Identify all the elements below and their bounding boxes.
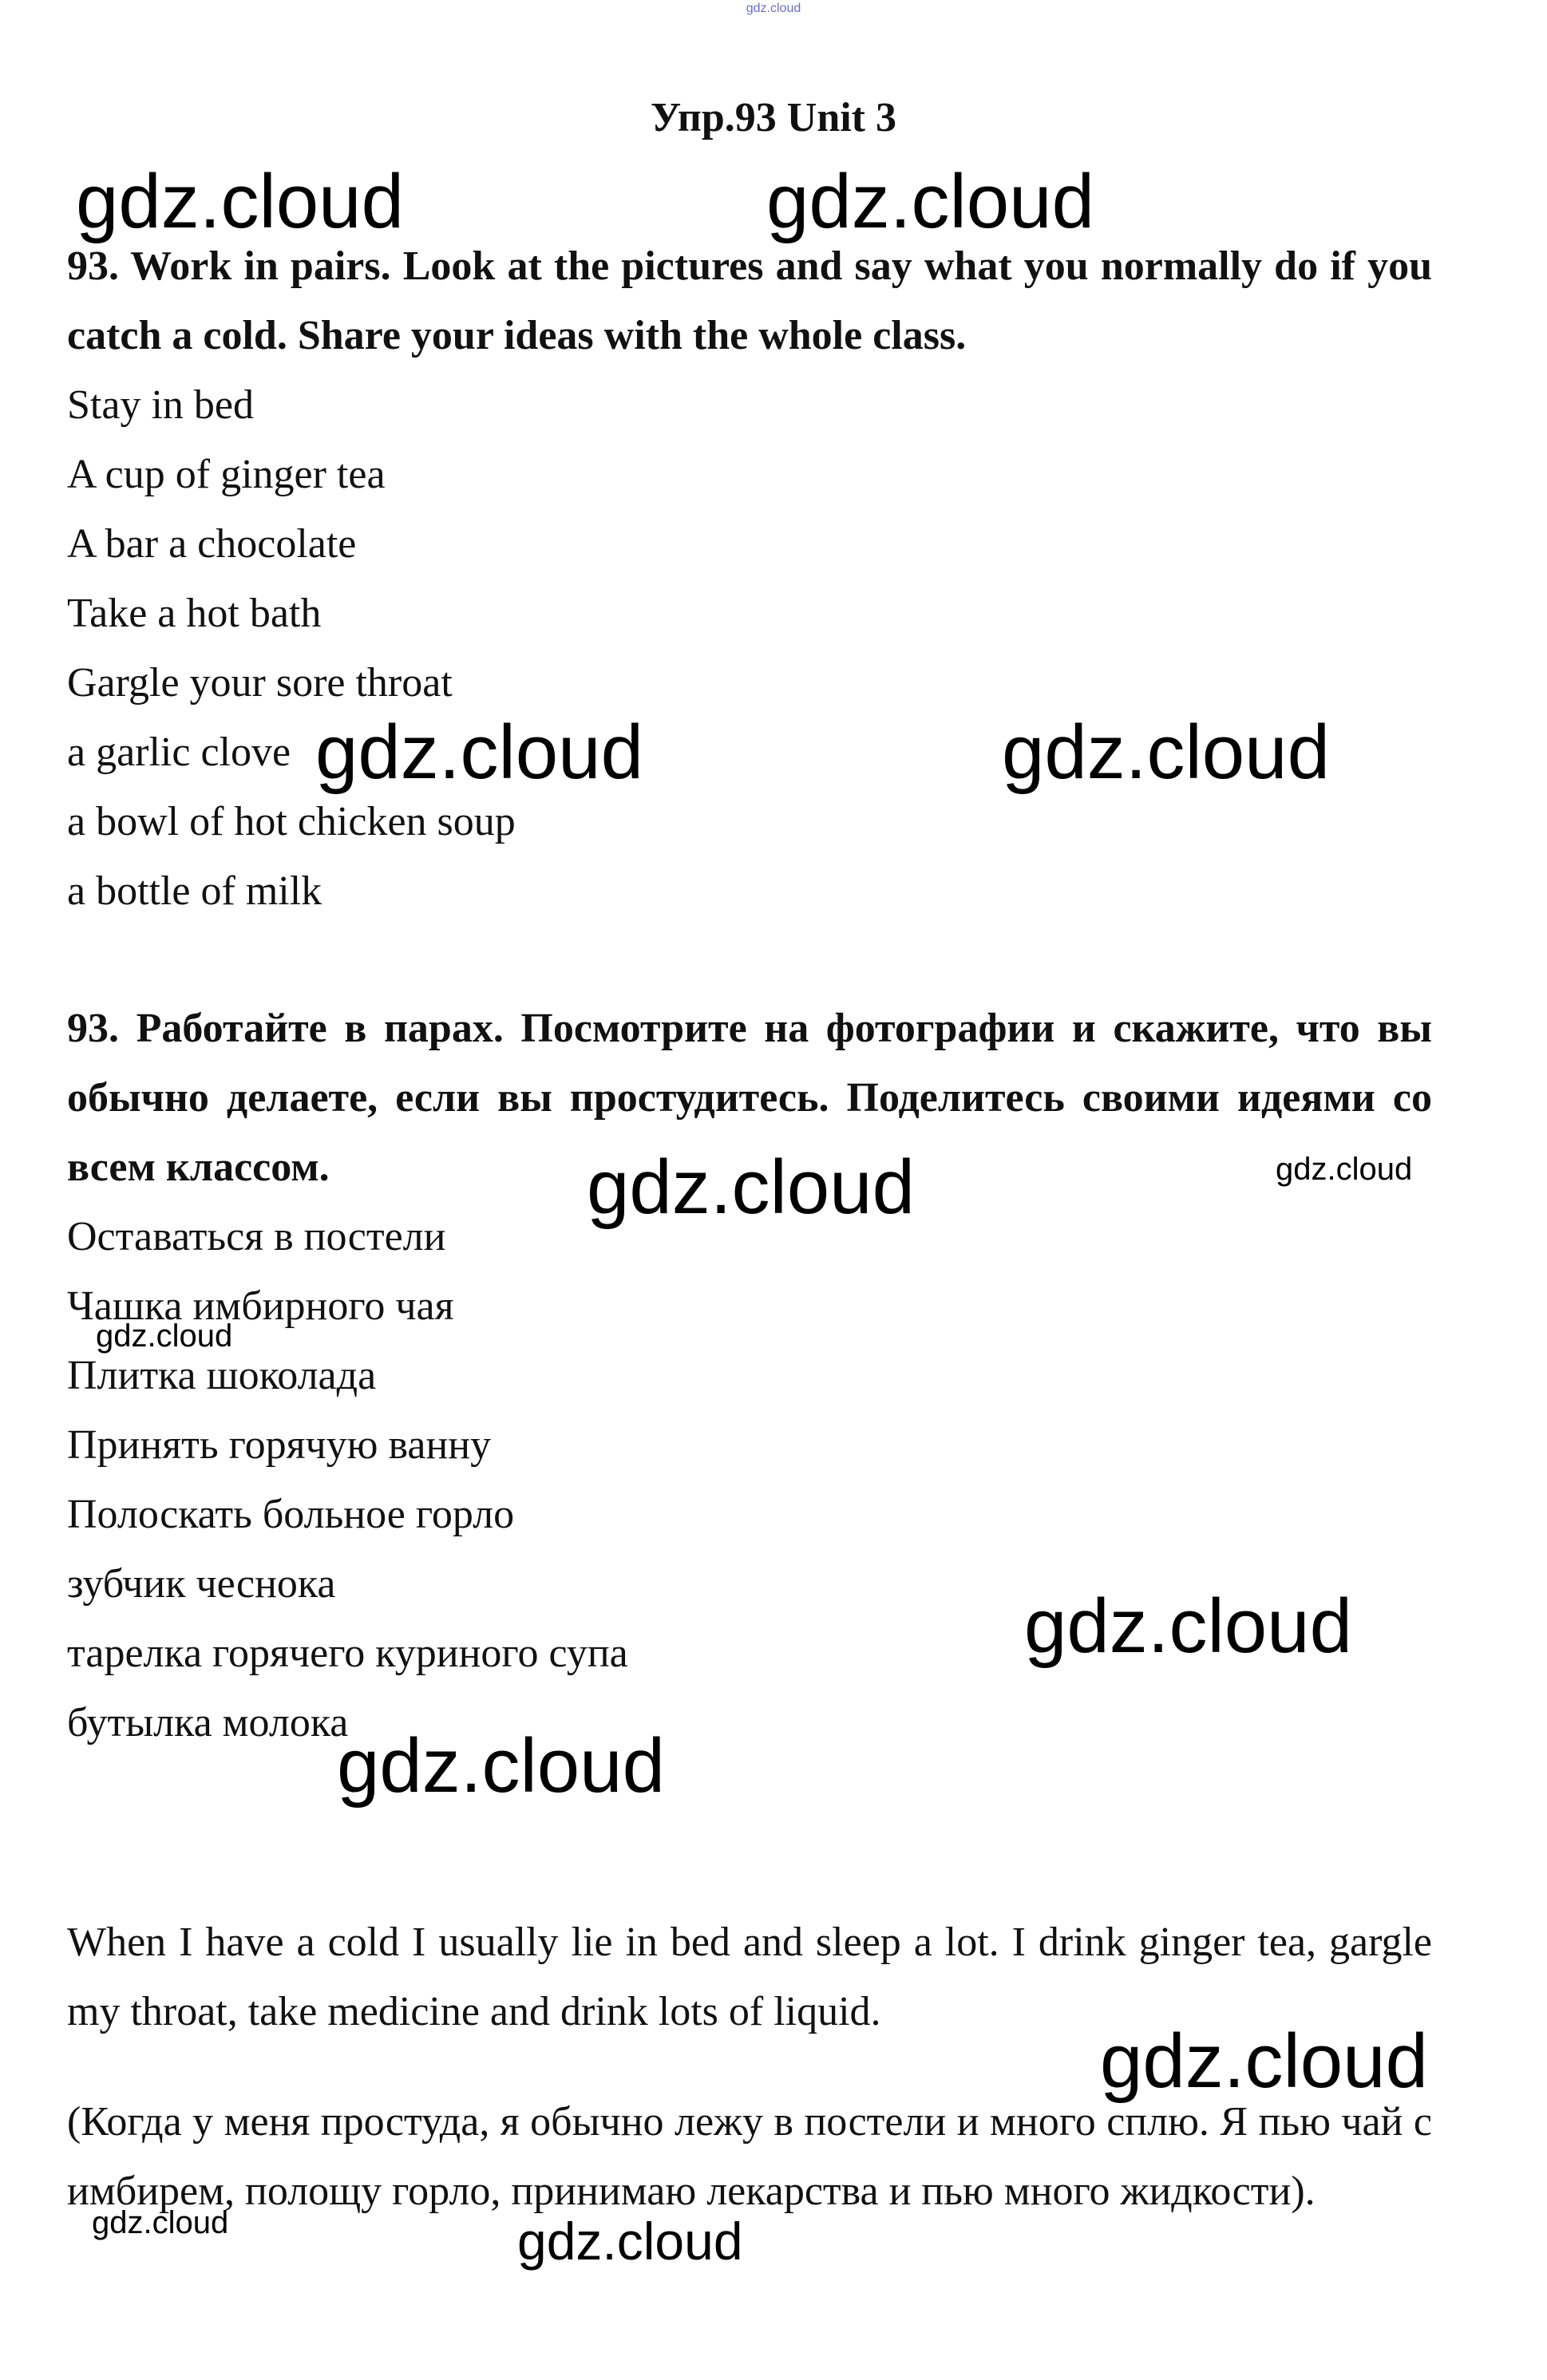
task-ru-item: Принять горячую ванну: [67, 1422, 492, 1468]
watermark: gdz.cloud: [96, 1318, 233, 1354]
task-ru-item: Чашка имбирного чая: [67, 1283, 454, 1329]
watermark: gdz.cloud: [517, 2212, 743, 2271]
answer-en-text: When I have a cold I usually lie in bed and sleep a lot. I drink ginger tea, gargle my throat, take medicine and drink lots of liquid.: [67, 1919, 1432, 2034]
task-en-item: a garlic clove: [67, 729, 291, 775]
page-title: Упр.93 Unit 3: [650, 95, 896, 140]
answer-ru: [67, 2087, 1432, 2226]
watermark: gdz.cloud: [1002, 710, 1330, 795]
task-en-item: Stay in bed: [67, 382, 254, 428]
task-en: [67, 231, 1432, 926]
task-en-item: Gargle your sore throat: [67, 660, 453, 706]
answer-ru-text: (Когда у меня простуда, я обычно лежу в постели и много сплю. Я пью чай с имбирем, полощу горло, принимаю лекарства и пью много жидкости).: [67, 2099, 1432, 2214]
watermark: gdz.cloud: [1276, 1152, 1413, 1187]
watermark: gdz.cloud: [587, 1145, 915, 1230]
task-en-item: A bar a chocolate: [67, 521, 357, 567]
watermark: gdz.cloud: [92, 2205, 229, 2240]
task-ru-item: Плитка шоколада: [67, 1353, 377, 1398]
watermark: gdz.cloud: [766, 159, 1094, 244]
watermark: gdz.cloud: [1024, 1583, 1352, 1669]
watermark: gdz.cloud: [337, 1723, 665, 1809]
task-ru-item: Оставаться в постели: [67, 1214, 446, 1259]
task-en-item: Take a hot bath: [67, 591, 322, 636]
watermark: gdz.cloud: [315, 710, 643, 795]
task-ru-item: бутылка молока: [67, 1700, 349, 1745]
task-en-item: a bottle of milk: [67, 868, 322, 914]
task-ru-item: Полоскать больное горло: [67, 1492, 515, 1537]
watermark: gdz.cloud: [76, 159, 404, 244]
watermark: gdz.cloud: [1100, 2018, 1428, 2104]
task-en-item: a bowl of hot chicken soup: [67, 799, 516, 844]
top-watermark: gdz.cloud: [746, 2, 801, 15]
task-ru-item: тарелка горячего куриного супа: [67, 1631, 628, 1676]
task-en-item: A cup of ginger tea: [67, 452, 386, 497]
task-ru-heading: 93. Работайте в парах. Посмотрите на фотографии и скажите, что вы обычно делаете, если вы простудитесь. Поделитесь своими идеями со всем классом.: [67, 1006, 1432, 1190]
task-en-heading: 93. Work in pairs. Look at the pictures and say what you normally do if you catch a cold. Share your ideas with the whole class.: [67, 243, 1432, 358]
task-ru-item: зубчик чеснока: [67, 1561, 336, 1607]
